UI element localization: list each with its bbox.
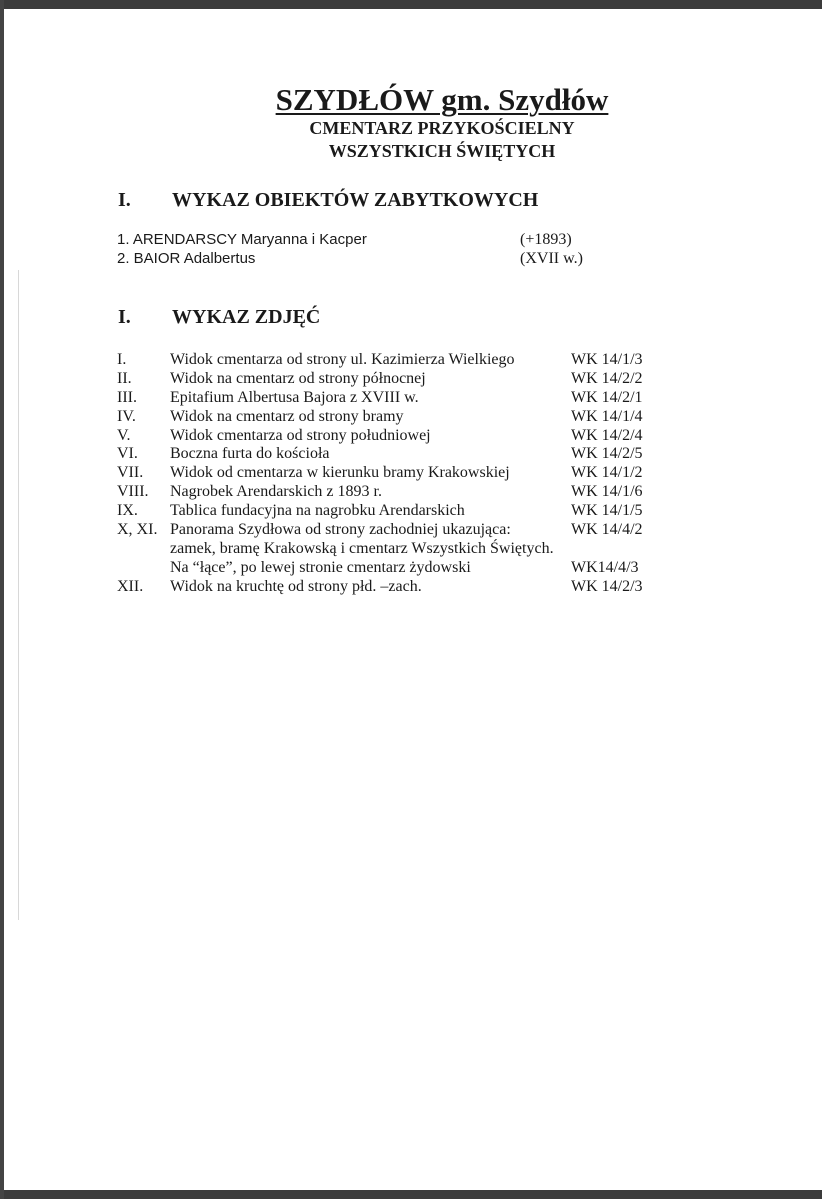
photo-row [0, 483, 822, 502]
photo-row [0, 351, 822, 370]
photo-code: WK 14/1/2 [571, 464, 643, 482]
photo-code: WK14/4/3 [571, 558, 639, 576]
photo-code: WK 14/4/2 [571, 521, 643, 539]
photo-row [0, 389, 822, 408]
photo-row [0, 427, 822, 446]
photo-description: Widok na cmentarz od strony północnej [170, 369, 426, 387]
object-item-date: (XVII w.) [520, 250, 583, 267]
photo-row [0, 445, 822, 464]
photo-row [0, 408, 822, 427]
photo-description: Widok na cmentarz od strony bramy [170, 407, 404, 425]
photo-row [0, 559, 822, 578]
photo-code: WK 14/2/1 [571, 388, 643, 406]
photo-description: zamek, bramę Krakowską i cmentarz Wszystkich Świętych. [170, 539, 554, 557]
photo-number: X, XI. [117, 521, 158, 539]
photo-description: Widok cmentarza od strony południowej [170, 426, 431, 444]
photo-list [0, 351, 822, 597]
photo-number: III. [117, 388, 137, 406]
photo-number: IV. [117, 407, 136, 425]
photo-number: II. [117, 369, 132, 387]
scan-edge-left [0, 0, 4, 1199]
photo-code: WK 14/2/2 [571, 369, 643, 387]
photo-description: Nagrobek Arendarskich z 1893 r. [170, 483, 382, 501]
photo-description: Widok na kruchtę od strony płd. –zach. [170, 577, 422, 595]
scan-edge-bottom [0, 1190, 822, 1199]
photo-code: WK 14/1/5 [571, 502, 643, 520]
object-item-name: 2. BAIOR Adalbertus [117, 250, 256, 267]
photo-description: Widok cmentarza od strony ul. Kazimierza Wielkiego [170, 351, 515, 368]
photo-number: V. [117, 426, 131, 444]
photo-description: Epitafium Albertusa Bajora z XVIII w. [170, 388, 419, 406]
object-item-date: (+1893) [520, 231, 572, 248]
photo-number: VII. [117, 464, 144, 482]
photo-row [0, 521, 822, 540]
photo-number: VIII. [117, 483, 149, 501]
section-1-title: WYKAZ OBIEKTÓW ZABYTKOWYCH [172, 189, 539, 211]
photo-number: XII. [117, 577, 144, 595]
photo-code: WK 14/2/4 [571, 426, 643, 444]
photo-description: Widok od cmentarza w kierunku bramy Krakowskiej [170, 464, 510, 482]
photo-code: WK 14/1/6 [571, 483, 643, 501]
subtitle-line-2: WSZYSTKICH ŚWIĘTYCH [328, 141, 556, 161]
photo-description: Boczna furta do kościoła [170, 445, 330, 463]
photo-code: WK 14/1/4 [571, 407, 643, 425]
photo-row [0, 540, 822, 559]
photo-number: VI. [117, 445, 138, 463]
photo-number: IX. [117, 502, 138, 520]
object-item-name: 1. ARENDARSCY Maryanna i Kacper [117, 231, 367, 248]
scan-edge-top [0, 0, 822, 9]
photo-row [0, 502, 822, 521]
photo-description: Panorama Szydłowa od strony zachodniej ukazująca: [170, 521, 511, 539]
photo-description: Na “łące”, po lewej stronie cmentarz żydowski [170, 558, 471, 576]
photo-row [0, 464, 822, 483]
photo-code: WK 14/2/3 [571, 577, 643, 595]
page-title: SZYDŁÓW gm. Szydłów [275, 82, 609, 117]
photo-number: I. [117, 351, 127, 368]
section-2-number: I. [118, 306, 131, 328]
photo-code: WK 14/1/3 [571, 351, 643, 368]
photo-row [0, 370, 822, 389]
section-2-title: WYKAZ ZDJĘĆ [172, 306, 321, 328]
section-1-number: I. [118, 189, 131, 211]
subtitle-line-1: CMENTARZ PRZYKOŚCIELNY [309, 118, 575, 138]
photo-row [0, 578, 822, 597]
photo-code: WK 14/2/5 [571, 445, 643, 463]
photo-description: Tablica fundacyjna na nagrobku Arendarskich [170, 502, 465, 520]
